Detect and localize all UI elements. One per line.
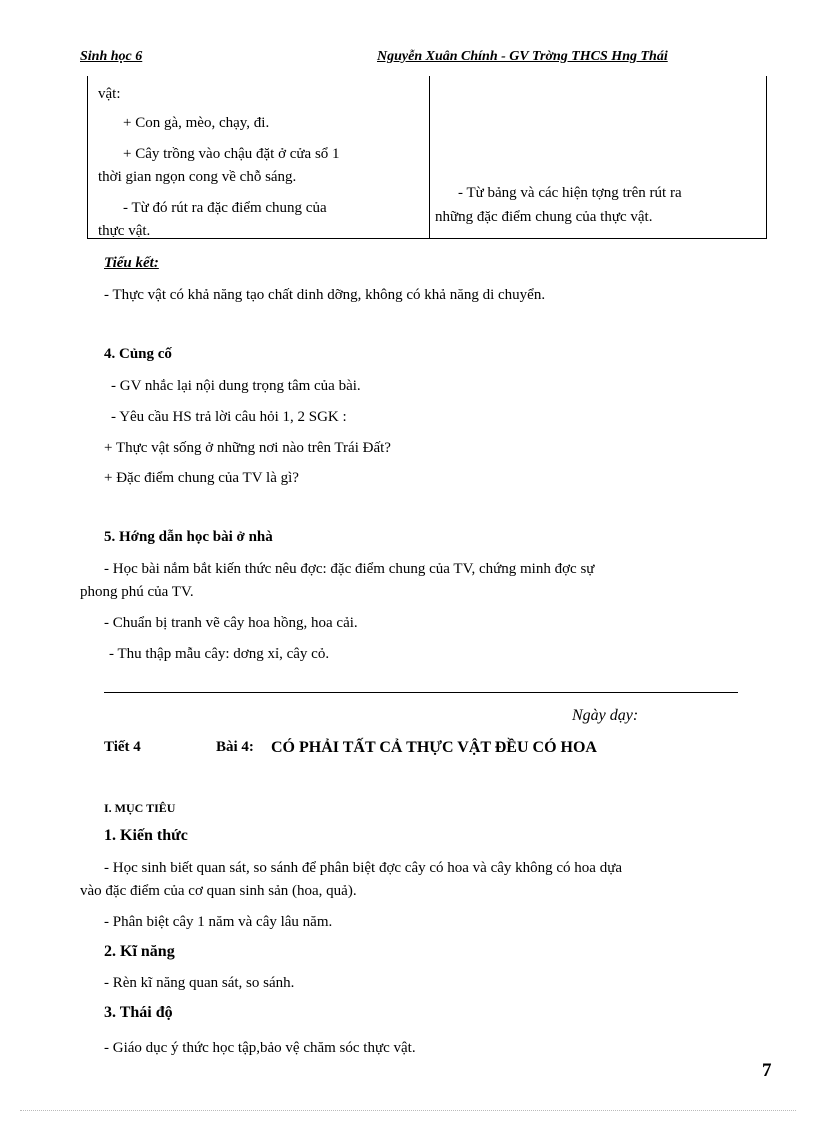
section5-heading: 5. Hớng dẫn học bài ở nhà — [104, 529, 273, 545]
table-left-line: + Con gà, mèo, chạy, đi. — [123, 115, 270, 131]
page-bottom-border — [20, 1110, 796, 1111]
knowledge-line: - Học sinh biết quan sát, so sánh để phân biệt đợc cây có hoa và cây không có hoa dựa — [104, 860, 622, 876]
section4-line: - Yêu cầu HS trả lời câu hỏi 1, 2 SGK : — [111, 409, 347, 425]
section5-line: - Học bài nắm bắt kiến thức nêu đợc: đặc điểm chung của TV, chứng minh đợc sự — [104, 561, 595, 577]
section4-line: + Đặc điểm chung của TV là gì? — [104, 470, 299, 486]
table-right-line: - Từ bảng và các hiện tợng trên rút ra — [458, 185, 682, 201]
objectives-heading: I. MỤC TIÊU — [104, 801, 176, 815]
table-left-line: - Từ đó rút ra đặc điểm chung của — [123, 200, 327, 216]
section4-line: + Thực vật sống ở những nơi nào trên Trái Đất? — [104, 440, 391, 456]
header-author: Nguyễn Xuân Chính - GV Trờng THCS Hng Thái — [377, 49, 668, 64]
skill-line: - Rèn kĩ năng quan sát, so sánh. — [104, 975, 295, 991]
section5-line: - Thu thập mẫu cây: dơng xỉ, cây cỏ. — [109, 646, 330, 662]
section5-line: - Chuẩn bị tranh vẽ cây hoa hồng, hoa cải. — [104, 615, 358, 631]
table-right-line: những đặc điểm chung của thực vật. — [435, 209, 653, 225]
lesson-number: Bài 4: — [216, 739, 254, 755]
section-divider — [104, 692, 738, 693]
table-divider — [429, 76, 430, 238]
lesson-title: CÓ PHẢI TẤT CẢ THỰC VẬT ĐỀU CÓ HOA — [271, 739, 597, 756]
section4-line: - GV nhắc lại nội dung trọng tâm của bài. — [111, 378, 361, 394]
lesson-period: Tiết 4 — [104, 739, 141, 755]
summary-heading: Tiểu kết: — [104, 255, 159, 271]
content-table — [87, 76, 767, 239]
summary-text: - Thực vật có khả năng tạo chất dinh dỡng, không có khả năng di chuyển. — [104, 287, 546, 303]
section5-line: phong phú của TV. — [80, 584, 194, 600]
knowledge-heading: 1. Kiến thức — [104, 827, 188, 844]
table-left-line: thực vật. — [98, 223, 151, 237]
attitude-line: - Giáo dục ý thức học tập,bảo vệ chăm sóc thực vật. — [104, 1040, 416, 1056]
teaching-date-label: Ngày dạy: — [572, 707, 639, 724]
page-number: 7 — [762, 1060, 772, 1081]
skill-heading: 2. Kĩ năng — [104, 943, 175, 960]
header-subject: Sinh học 6 — [80, 49, 143, 64]
section4-heading: 4. Củng cố — [104, 346, 172, 362]
table-left-line: thời gian ngọn cong về chỗ sáng. — [98, 169, 297, 185]
table-left-line: + Cây trồng vào chậu đặt ở cửa sổ 1 — [123, 146, 340, 162]
table-left-line: vật: — [98, 86, 121, 102]
attitude-heading: 3. Thái độ — [104, 1004, 173, 1021]
knowledge-line: vào đặc điểm của cơ quan sinh sản (hoa, quả). — [80, 883, 357, 899]
knowledge-line: - Phân biệt cây 1 năm và cây lâu năm. — [104, 914, 333, 930]
